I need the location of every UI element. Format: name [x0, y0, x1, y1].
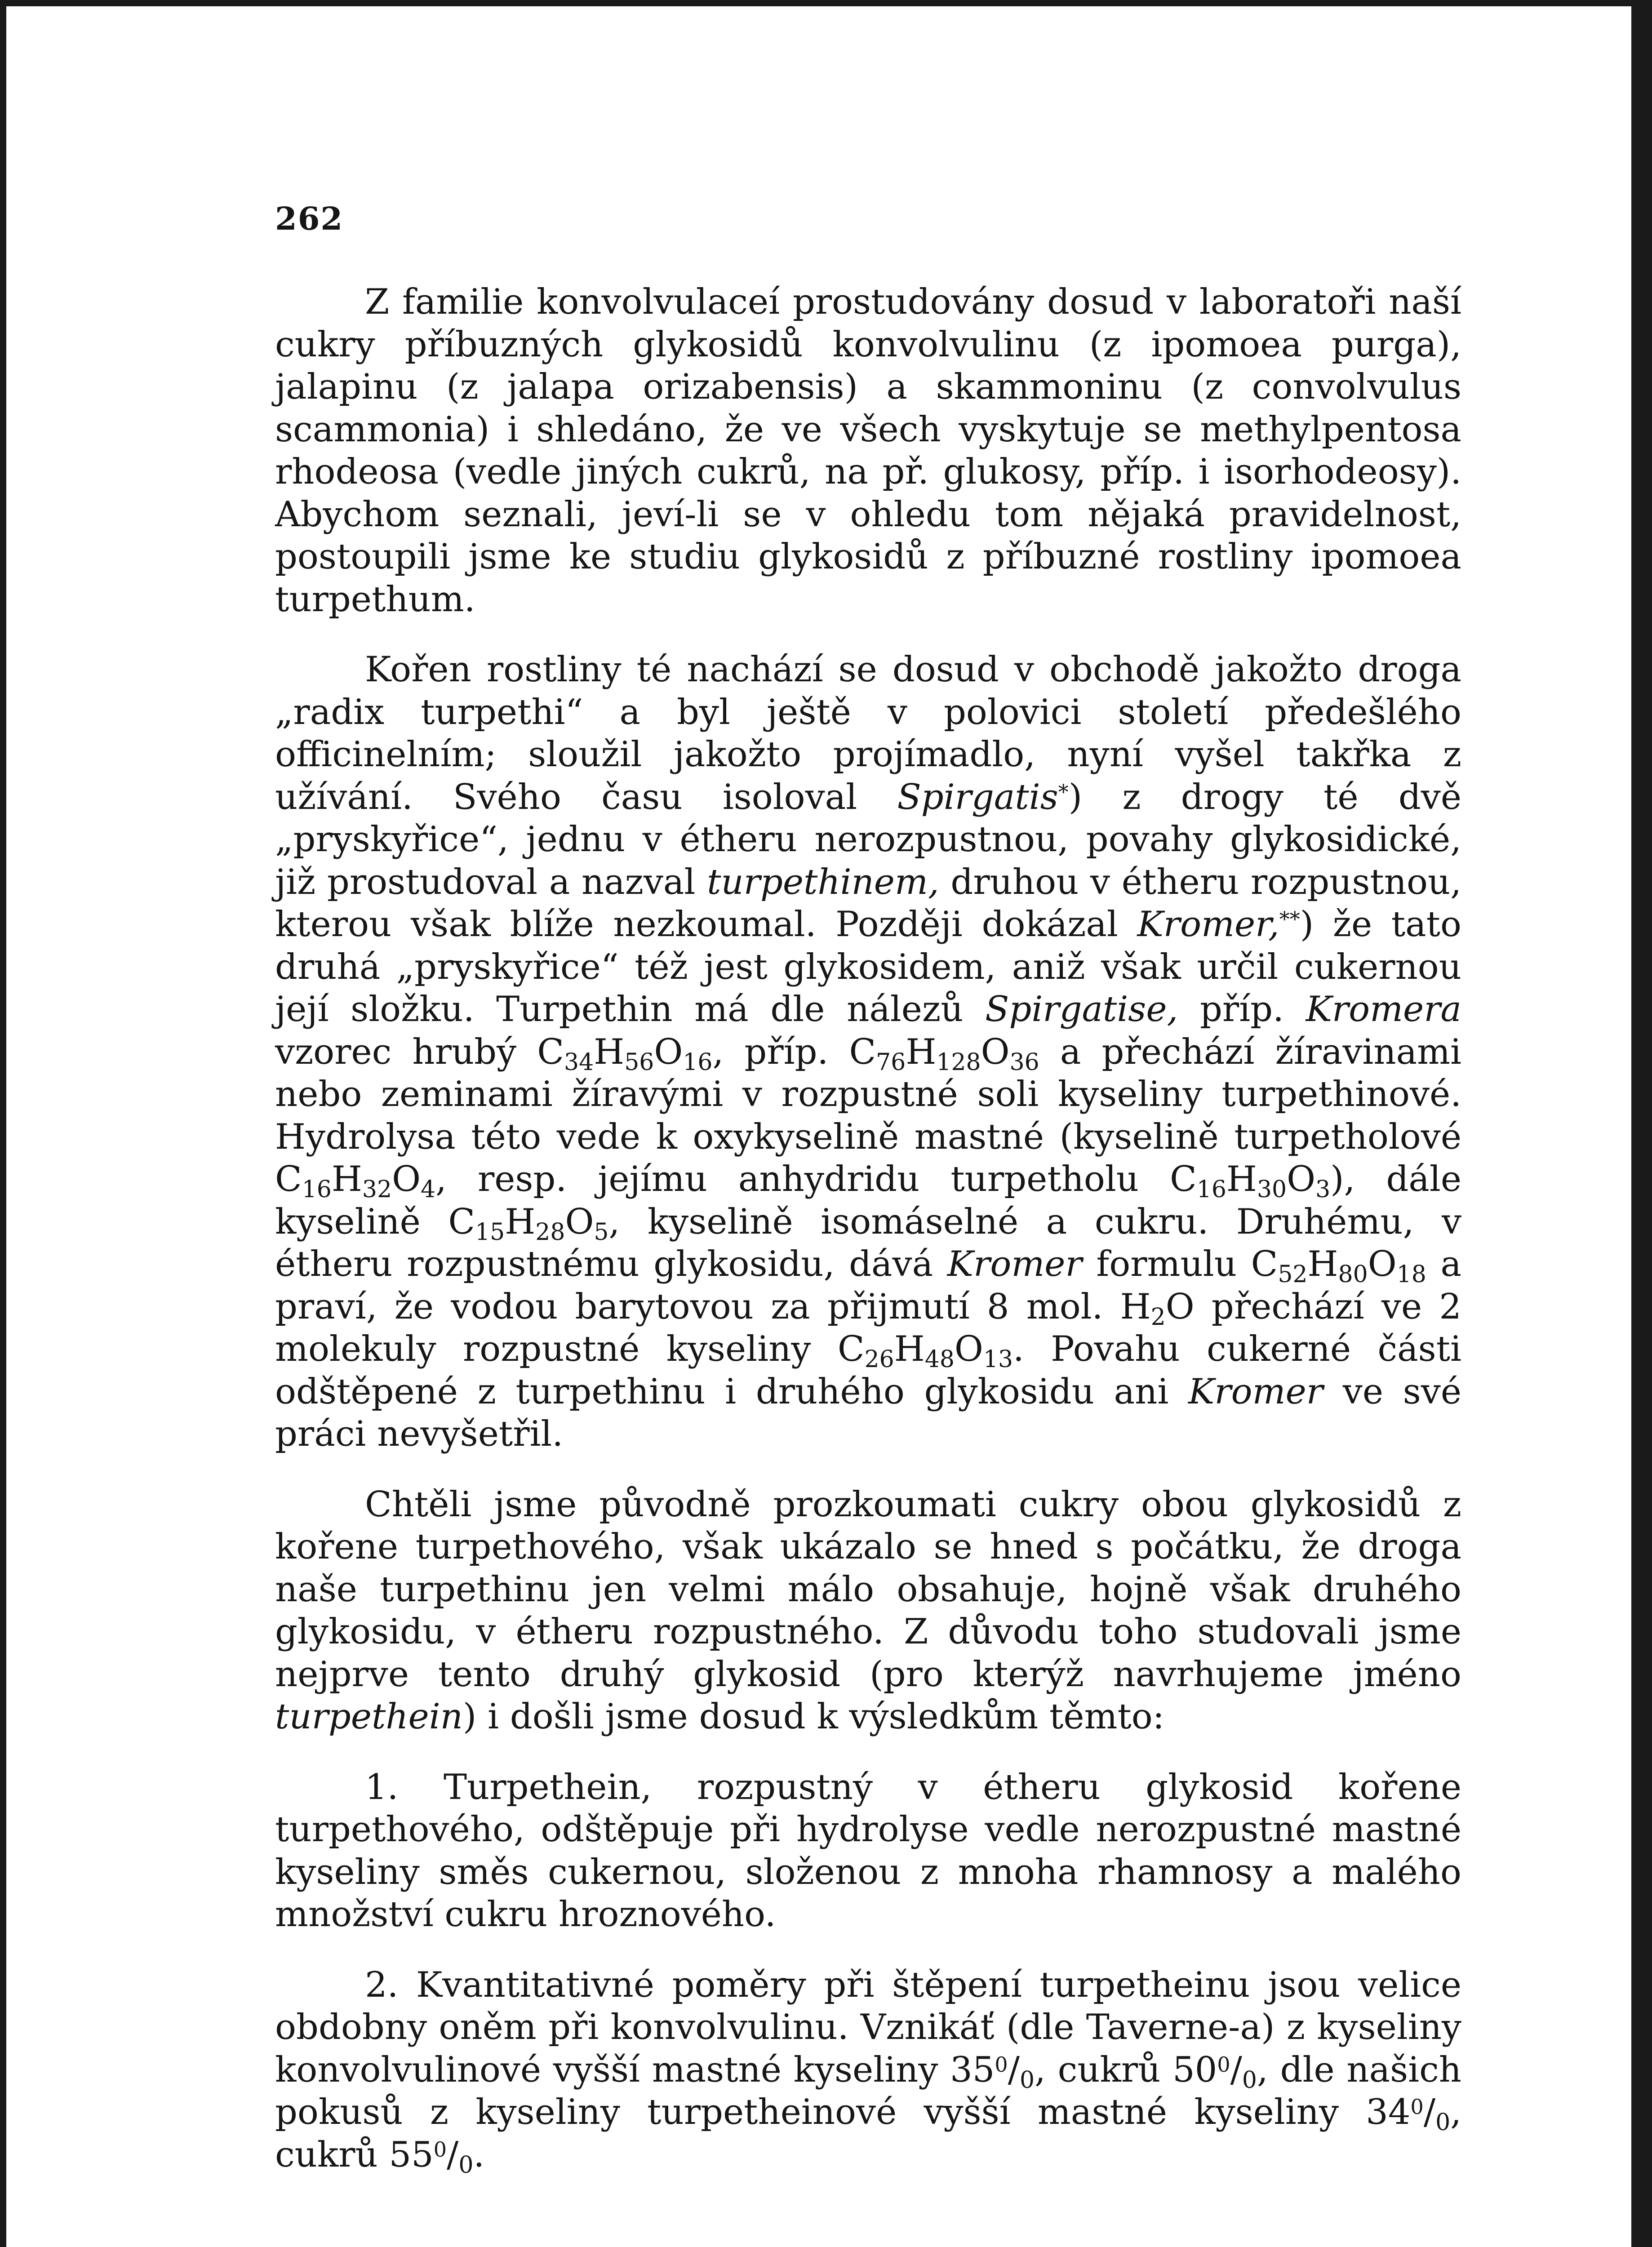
paragraph-1: Z familie konvolvulaceí prostudovány dosud v laboratoři naší cukry příbuzných glykosidů konvolvulinu (z ipomoea purga), jalapinu (z jalapa orizabensis) a skammoninu (z convolvulus scammonia) i shledáno, že ve všech vyskytuje se methylpentosa rhodeosa (vedle jiných cukrů, na př. glukosy, příp. i isorhodeosy). Abychom seznali, jeví-li se v ohledu tom nějaká pravidelnost, postoupili jsme ke studiu glykosidů z příbuzné rostliny ipomoea turpethum. [275, 282, 1461, 620]
author-spirgatise: Spirgatise, [985, 989, 1178, 1030]
page-body [275, 281, 1461, 2204]
author-kromer: Kromer, [1137, 904, 1279, 945]
author-spirgatis: Spirgatis [897, 777, 1058, 817]
footnote-ref-2[interactable]: ** [1279, 907, 1300, 931]
paragraph-2: Kořen rostliny té nachází se dosud v obchodě jakožto droga „radix turpethi“ a byl ještě v polovici století předešlého officinelním; sloužil jakožto projímadlo, nyní vyšel takřka z užívání. Svého času isoloval Spirgatis*) z drogy té dvě „pryskyřice“, jednu v étheru nerozpustnou, povahy glykosidické, již prostudoval a nazval turpethinem, druhou v étheru rozpustnou, kterou však blíže nezkoumal. Později dokázal Kromer,**) že tato druhá „pryskyřice“ též jest glykosidem, aniž však určil cukernou její složku. Turpethin má dle nálezů Spirgatise, příp. Kromera vzorec hrubý $C_{34}H_{56}O_{16}$, příp. $C_{76}H_{128}O_{36}$ a přechází žíravinami nebo zeminami žíravými v rozpustné soli kyseliny turpethinové. Hydrolysa této vede k oxykyselině mastné (kyselině turpetholové $C_{16}H_{32}O_4$, resp. jejímu anhydridu turpetholu $C_{16}H_{30}O_3$), dále kyselině $C_{15}H_{28}O_5$, kyselině isomáselné a cukru. Druhému, v étheru rozpustnému glykosidu, dává Kromer formulu $C_{52}H_{80}O_{18}$ a praví, že vodou barytovou za přijmutí 8 mol. $H_2O$ přechází ve 2 molekuly rozpustné kyseliny $C_{26}H_{48}O_{13}$. Povahu cukerné části odštěpené z turpethinu i druhého glykosidu ani Kromer ve své práci nevyšetřil. [275, 649, 1462, 1454]
author-kromer: Kromer [947, 1244, 1082, 1284]
author-kromera: Kromera [1306, 989, 1461, 1030]
term-turpethinem: turpethinem, [707, 861, 939, 902]
page-number: 262 [275, 200, 344, 237]
author-kromer: Kromer [1188, 1371, 1323, 1412]
list-item-2: 2. Kvantitativné poměry při štěpení turpetheinu jsou velice obdobny oněm při konvolvulinu. Vznikáť (dle Taverne-a) z kyseliny konvolvulinové vyšší mastné kyseliny $35^0/_0$, cukrů $50^0/_0$, dle našich pokusů z kyseliny turpetheinové vyšší mastné kyseliny $34^0/_0$, cukrů $55^0/_0$. [275, 1964, 1461, 2179]
list-item-1: 1. Turpethein, rozpustný v étheru glykosid kořene turpethového, odštěpuje při hydrolyse vedle nerozpustné mastné kyseliny směs cukernou, složenou z mnoha rhamnosy a malého množství cukru hroznového. [275, 1767, 1461, 1935]
paragraph-3: Chtěli jsme původně prozkoumati cukry obou glykosidů z kořene turpethového, však ukázalo se hned s počátku, že droga naše turpethinu jen velmi málo obsahuje, hojně však druhého glykosidu, v étheru rozpustného. Z důvodu toho studovali jsme nejprve tento druhý glykosid (pro kterýž navrhujeme jméno turpethein) i došli jsme dosud k výsledkům těmto: [275, 1484, 1461, 1737]
term-turpethein: turpethein [275, 1696, 463, 1737]
footnote-ref-1[interactable]: * [1058, 779, 1069, 804]
